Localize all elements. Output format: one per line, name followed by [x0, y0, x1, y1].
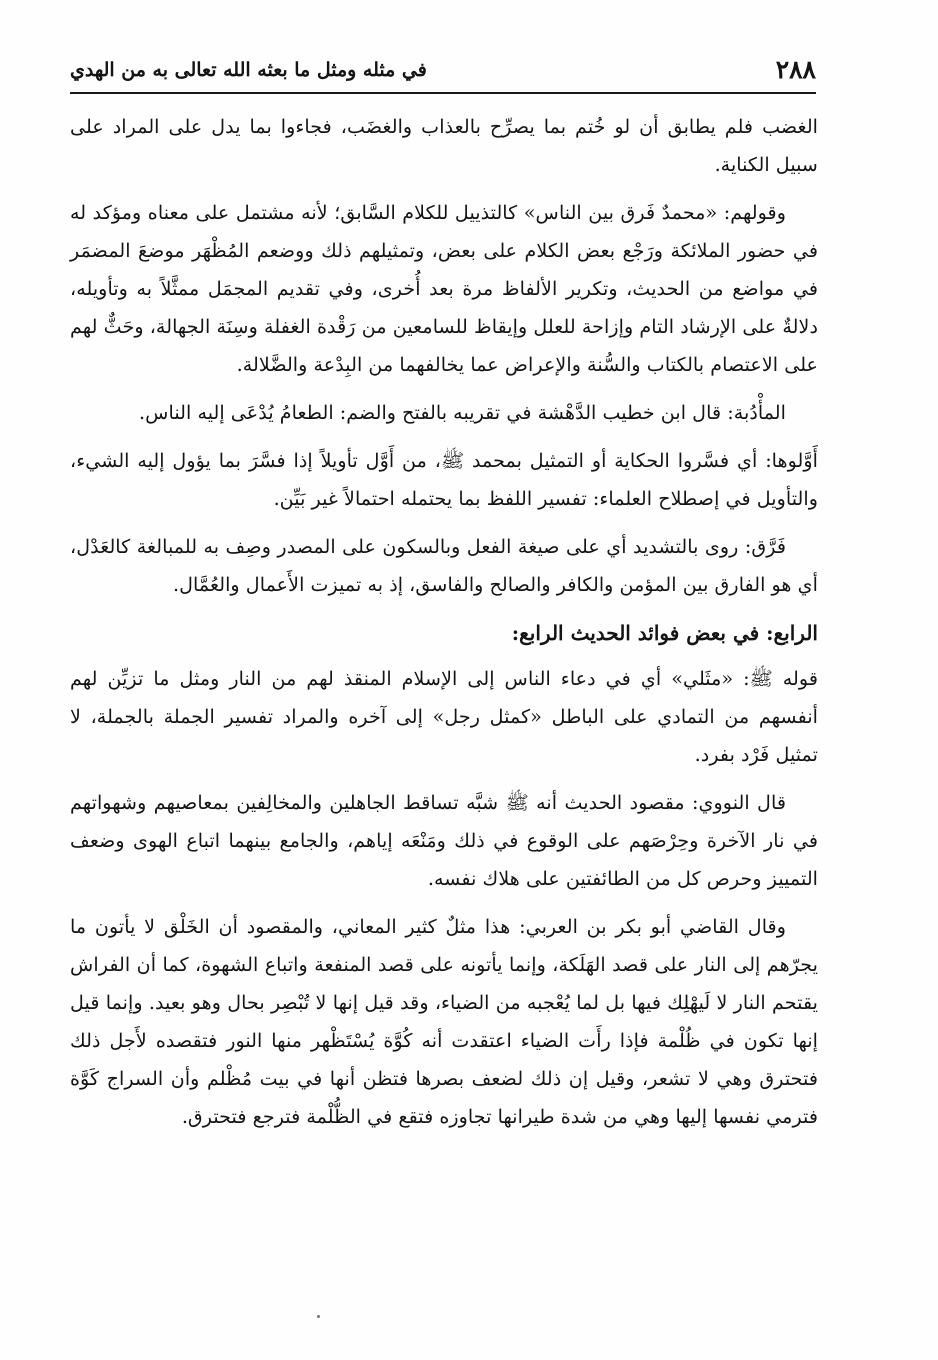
paragraph-commentary: وقولهم: «محمدٌ فَرق بين الناس» كالتذييل للكلام السَّابق؛ لأنه مشتمل على معناه ومؤكد له في حضور الملائكة ورَجْع بعض الكلام على بعض، وتمثيلهم ذلك ووضعم المُظْهَر موضعَ المضمَر في مواضع من الحديث، وتكرير الألفاظ مرة بعد أُخرى، وفي تقديم المجمَل ممثَّلاً به وتأويله، دلالةٌ على الإرشاد التام وإزاحة للعلل وإيقاظ للسامعين من رَقْدة الغفلة وسِنَة الجهالة، وحَثٌّ لهم على الاعتصام بالكتاب والسُّنة والإعراض عما يخالفهما من البِدْعة والضَّلالة. — [70, 201, 818, 376]
page-number: ٢٨٨ — [775, 55, 816, 84]
paragraph-ibn-arabi-quote: وقال القاضي أبو بكر بن العربي: هذا مثلٌ كثير المعاني، والمقصود أن الخَلْق لا يأتون ما يجرّهم إلى النار على قصد الهَلَكة، وإنما يأتونه على قصد المنفعة واتباع الشهوة، كما أن الفراش يقتحم النار لا لَيهْلِك فيها بل لما يُعْجبه من الضياء، وقد قيل إنها لا تُبْصِر بحال وهو بعيد. وإنما قيل إنها تكون في ظُلْمة فإذا رأَت الضياء اعتقدت أنه كُوَّة يُسْتَظْهر منها النور فتقصده لأَجل ذلك فتحترق وهي لا تشعر، وقيل إن ذلك لضعف بصرها فتظن أنها في بيت مُظْلم وأن السراج كَوَّة فترمي نفسها إليها وهي من شدة طيرانها تجاوزه فتقع في الظُّلْمة فترجع فتحترق. — [70, 915, 818, 1128]
section-heading: الرابع: في بعض فوائد الحديث الرابع: — [511, 621, 818, 645]
paragraph-glossary-awwaluha: أَوَّلوها: أي فسَّروا الحكاية أو التمثيل بمحمد ﷺ، من أَوَّل تأويلاً إذا فسَّرَ بما يؤول إليه الشيء، والتأويل في إصطلاح العلماء: تفسير اللفظ بما يحتمله احتمالاً غير بَيِّن. — [70, 449, 818, 510]
scan-speck — [317, 1315, 320, 1318]
paragraph-nawawi-quote: قال النووي: مقصود الحديث أنه ﷺ شبَّه تساقط الجاهلين والمخالِفين بمعاصيهم وشهواتهم في نار الآخرة وحِرْصَهم على الوقوع في ذلك ومَنْعَه إياهم، والجامع بينهما اتباع الهوى وضعف التمييز وحرص كل من الطائفتين على هلاك نفسه. — [70, 791, 818, 890]
running-title: في مثله ومثل ما بعثه الله تعالى به من الهدي — [70, 59, 427, 81]
page-body — [70, 108, 818, 1146]
page-header — [70, 52, 816, 94]
paragraph-continuation: الغضب فلم يطابق أن لو خُتم بما يصرِّح بالعذاب والغضَب، فجاءوا بما يدل على المراد على سبيل الكناية. — [70, 115, 818, 176]
paragraph-glossary-farq: فَرَّق: روى بالتشديد أي على صيغة الفعل وبالسكون على المصدر وصِف به للمبالغة كالعَدْل، أي هو الفارق بين المؤمن والكافر والصالح والفاسق، إذ به تميزت الأَعمال والعُمَّال. — [70, 535, 818, 596]
paragraph-glossary-madubah: المأْدُبة: قال ابن خطيب الدَّهْشة في تقريبه بالفتح والضم: الطعامُ يُدْعَى إليه الناس. — [139, 401, 786, 424]
paragraph-hadith-meaning: قوله ﷺ: «مثَلي» أي في دعاء الناس إلى الإسلام المنقذ لهم من النار ومثل ما تزيِّن لهم أنفسهم من التمادي على الباطل «كمثل رجل» إلى آخره والمراد تفسير الجملة بالجملة، لا تمثيل فَرْد بفرد. — [70, 667, 818, 766]
